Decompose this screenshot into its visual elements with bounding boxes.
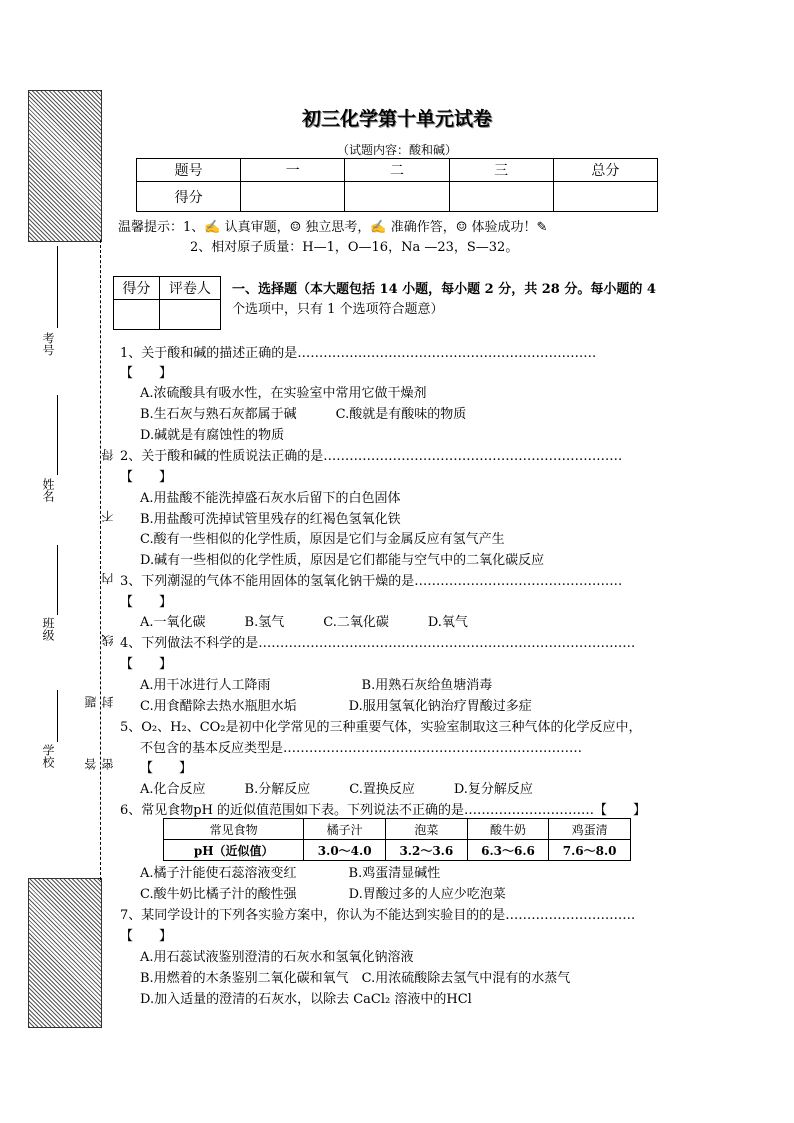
q1-stem: 1、关于酸和碱的描述正确的是…………………………………………………………… xyxy=(120,346,597,361)
school-label: 学校 xyxy=(41,744,55,768)
q2-option: A.用盐酸不能洗掉盛石灰水后留下的白色固体 xyxy=(140,491,401,506)
ph-value-cell: 7.6～8.0 xyxy=(549,840,631,861)
q1-option: B.生石灰与熟石灰都属于碱 C.酸就是有酸味的物质 xyxy=(140,407,467,422)
q7-option: D.加入适量的澄清的石灰水，以除去 CaCl₂ 溶液中的HCl xyxy=(140,992,472,1007)
q4-option: A.用干冰进行人工降雨 B.用熟石灰给鱼塘消毒 xyxy=(140,678,493,693)
tips-line-2: 2、相对原子质量：H—1，O—16，Na —23，S—32。 xyxy=(190,240,519,255)
ph-row-label: pH（近似值） xyxy=(164,840,304,861)
q5-option: A.化合反应 B.分解反应 C.置换反应 D.复分解反应 xyxy=(140,782,533,797)
q7-stem: 7、某同学设计的下列各实验方案中，你认为不能达到实验目的的是………………………… xyxy=(120,908,636,923)
q2-stem: 2、关于酸和碱的性质说法正确的是…………………………………………………………… xyxy=(120,449,623,464)
page-title: 初三化学第十单元试卷 xyxy=(301,108,492,130)
score-row-label: 得分 xyxy=(137,182,241,212)
hatch-block-bottom xyxy=(28,878,102,1028)
score-cell[interactable] xyxy=(241,182,345,212)
q3-option: A.一氧化碳 B.氢气 C.二氧化碳 D.氧气 xyxy=(140,615,468,630)
seal-line-text: 密 封 线 内 不 得 答 题 xyxy=(84,425,115,770)
q2-bracket[interactable]: 【 】 xyxy=(120,470,173,485)
tips-line-1: 温馨提示：1、✍ 认真审题，☺ 独立思考，✍ 准确作答，☺ 体验成功！✎ xyxy=(118,220,548,235)
q6-option: A.橘子汁能使石蕊溶液变红 B.鸡蛋清显碱性 xyxy=(140,866,441,881)
q1-bracket[interactable]: 【 】 xyxy=(120,366,173,381)
page-subtitle: （试题内容：酸和碱） xyxy=(336,143,457,157)
q2-option: D.碱有一些相似的化学性质，原因是它们都能与空气中的二氧化碳反应 xyxy=(140,553,545,568)
ph-header-cell: 鸡蛋清 xyxy=(549,819,631,840)
ph-value-cell: 3.2～3.6 xyxy=(386,840,468,861)
q7-option: A.用石蕊试液鉴别澄清的石灰水和氢氧化钠溶液 xyxy=(140,950,414,965)
score-header-cell: 三 xyxy=(449,159,553,182)
name-label: 姓名 xyxy=(41,478,55,502)
q7-bracket[interactable]: 【 】 xyxy=(120,929,173,944)
score-header-cell: 总分 xyxy=(553,159,657,182)
q5-bracket[interactable]: 【 】 xyxy=(140,761,193,776)
ph-header-cell: 橘子汁 xyxy=(304,819,386,840)
q6-option: C.酸牛奶比橘子汁的酸性强 D.胃酸过多的人应少吃泡菜 xyxy=(140,887,506,902)
ph-header-cell: 常见食物 xyxy=(164,819,304,840)
grader-name-cell[interactable] xyxy=(159,300,220,330)
school-underline xyxy=(57,690,58,742)
q3-stem: 3、下列潮湿的气体不能用固体的氢氧化钠干燥的是………………………………………… xyxy=(120,574,623,589)
grader-score-label: 得分 xyxy=(114,277,160,300)
q7-option: B.用燃着的木条鉴别二氧化碳和氧气 C.用浓硫酸除去氢气中混有的水蒸气 xyxy=(140,971,571,986)
q3-bracket[interactable]: 【 】 xyxy=(120,595,173,610)
score-cell[interactable] xyxy=(345,182,449,212)
class-label: 班级 xyxy=(41,617,55,641)
grader-score-cell[interactable] xyxy=(114,300,160,330)
ph-table xyxy=(163,818,631,861)
section1-heading xyxy=(232,278,656,297)
q1-option: D.碱就是有腐蚀性的物质 xyxy=(140,428,285,443)
q2-option: C.酸有一些相似的化学性质，原因是它们与金属反应有氢气产生 xyxy=(140,532,505,547)
q4-option: C.用食醋除去热水瓶胆水垢 D.服用氢氧化钠治疗胃酸过多症 xyxy=(140,699,532,714)
score-table xyxy=(136,158,658,212)
q2-option: B.用盐酸可洗掉试管里残存的红褐色氢氧化铁 xyxy=(140,512,401,527)
score-cell[interactable] xyxy=(449,182,553,212)
q1-option: A.浓硫酸具有吸水性，在实验室中常用它做干燥剂 xyxy=(140,386,427,401)
exam-no-underline xyxy=(57,246,58,328)
q5-stem-2: 不包含的基本反应类型是…………………………………………………………… xyxy=(140,741,583,756)
score-header-cell: 题号 xyxy=(137,159,241,182)
score-cell[interactable] xyxy=(553,182,657,212)
grader-name-label: 评卷人 xyxy=(159,277,220,300)
ph-value-cell: 3.0～4.0 xyxy=(304,840,386,861)
class-underline xyxy=(57,545,58,615)
q4-stem: 4、下列做法不科学的是…………………………………………………………………………… xyxy=(120,636,636,651)
grader-table xyxy=(113,276,221,330)
section1-line2: 个选项中，只有 1 个选项符合题意） xyxy=(232,302,444,317)
q6-stem: 6、常见食物pH 的近似值范围如下表。下列说法不正确的是…………………………【 】 xyxy=(120,803,647,818)
q5-stem: 5、O₂、H₂、CO₂是初中化学常见的三种重要气体，实验室制取这三种气体的化学反应中， xyxy=(120,720,642,735)
q4-bracket[interactable]: 【 】 xyxy=(120,657,173,672)
ph-value-cell: 6.3～6.6 xyxy=(467,840,549,861)
score-header-cell: 一 xyxy=(241,159,345,182)
ph-header-cell: 泡菜 xyxy=(386,819,468,840)
ph-header-cell: 酸牛奶 xyxy=(467,819,549,840)
name-underline xyxy=(57,395,58,475)
score-header-cell: 二 xyxy=(345,159,449,182)
section1-line1: 一、选择题（本大题包括 14 小题，每小题 2 分，共 28 分。每小题的 4 xyxy=(232,282,656,297)
exam-no-label: 考号 xyxy=(41,332,55,356)
